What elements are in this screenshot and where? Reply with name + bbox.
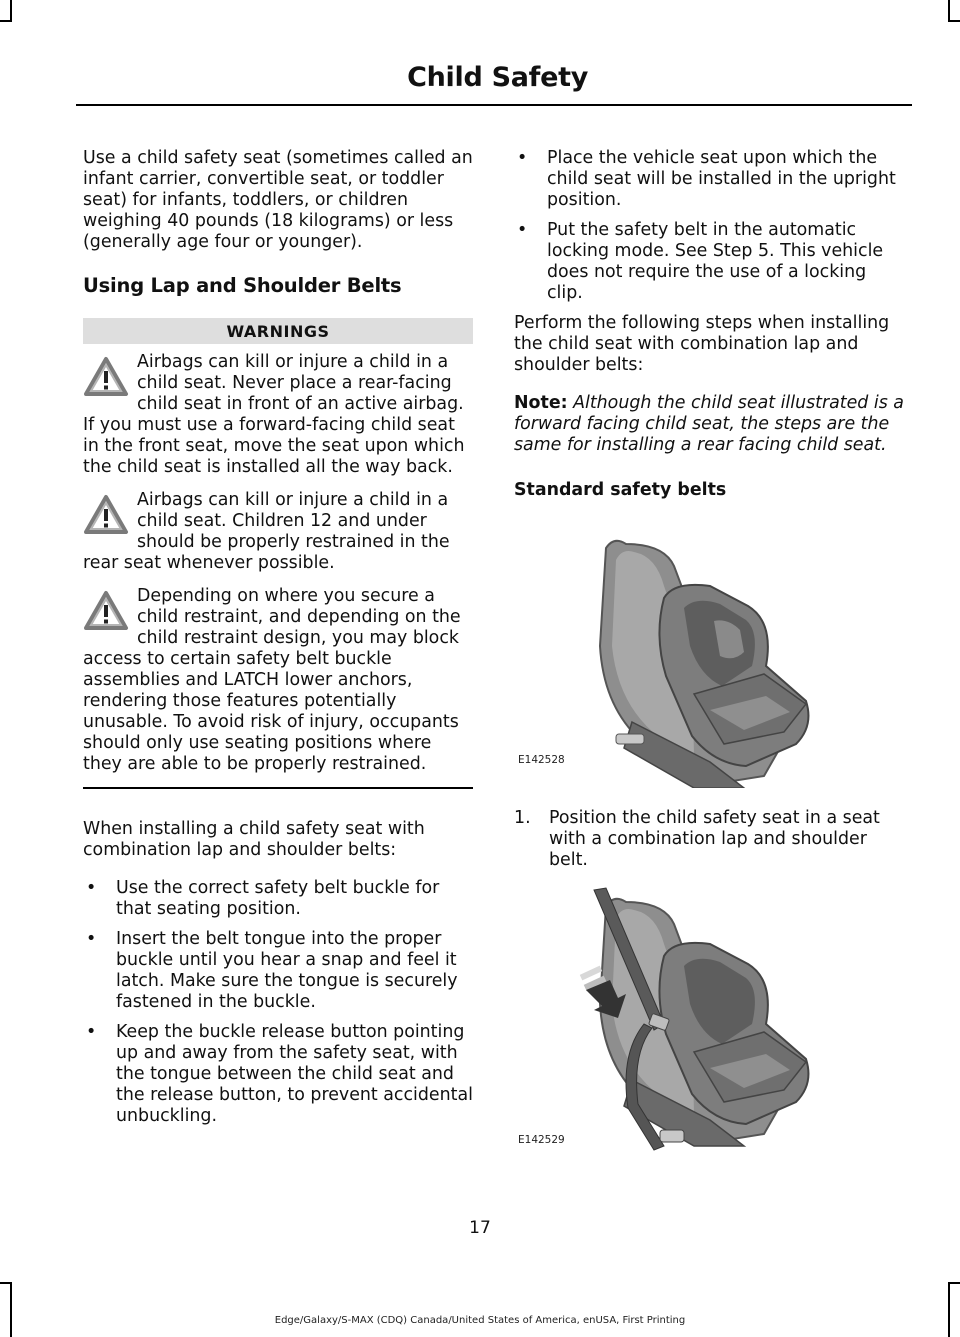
crop-mark — [948, 0, 950, 22]
list-item: • Use the correct safety belt buckle for that seating position. — [83, 878, 473, 920]
section-heading: Using Lap and Shoulder Belts — [83, 274, 402, 297]
warning-item — [83, 586, 473, 775]
left-column — [83, 148, 473, 1136]
list-item: • Keep the buckle release button pointing up and away from the safety seat, with the tongue between the child seat and the release button, to prevent accidental unbuckling. — [83, 1022, 473, 1127]
warning-text: Airbags can kill or injure a child in a child seat. Never place a rear-facing child seat in front of an active airbag. If you must use a forward-facing child seat in the front seat, move the seat upon which the child seat is installed all the way back. — [83, 352, 465, 477]
figure-child-seat-1 — [514, 526, 906, 788]
crop-mark — [948, 1282, 950, 1337]
page-title: Child Safety — [407, 62, 588, 93]
crop-mark — [10, 1282, 12, 1337]
preparation-bullet-list — [514, 148, 906, 304]
warning-item — [83, 490, 473, 574]
step-item — [514, 808, 904, 871]
footer-text: Edge/Galaxy/S-MAX (CDQ) Canada/United States of America, enUSA, First Printing — [274, 1315, 686, 1326]
crop-mark — [948, 20, 960, 22]
warning-triangle-icon — [83, 494, 129, 536]
warning-text: Airbags can kill or injure a child in a child seat. Children 12 and under should be properly restrained in the rear seat whenever possible. — [83, 490, 450, 573]
child-seat-illustration — [514, 526, 906, 788]
warnings-end-rule — [83, 787, 473, 789]
figure-code: E142528 — [518, 754, 565, 766]
crop-mark — [0, 1282, 12, 1284]
note-paragraph — [514, 393, 906, 456]
warning-triangle-icon — [83, 590, 129, 632]
step-text: Position the child safety seat in a seat with a combination lap and shoulder belt. — [549, 808, 880, 870]
figure-child-seat-2 — [514, 884, 906, 1154]
list-item: • Put the safety belt in the automatic locking mode. See Step 5. This vehicle does not require the use of a locking clip. — [514, 220, 906, 304]
step-number: 1. — [514, 808, 531, 828]
crop-mark — [10, 0, 12, 22]
crop-mark — [0, 20, 12, 22]
step-list — [514, 808, 904, 871]
right-column — [514, 148, 906, 501]
installing-intro: When installing a child safety seat with combination lap and shoulder belts: — [83, 819, 425, 860]
figure-code: E142529 — [518, 1134, 565, 1146]
warning-item — [83, 352, 473, 478]
installing-bullet-list — [83, 878, 473, 1127]
note-text: Although the child seat illustrated is a forward facing child seat, the steps are the same for installing a rear facing child seat. — [514, 393, 904, 455]
child-seat-belt-illustration — [514, 884, 906, 1154]
crop-mark — [948, 1282, 960, 1284]
steps-intro: Perform the following steps when installing the child seat with combination lap and shoulder belts: — [514, 313, 890, 375]
intro-paragraph: Use a child safety seat (sometimes called an infant carrier, convertible seat, or toddler seat) for infants, toddlers, or children weighing 40 pounds (18 kilograms) or less (generally age four or younger). — [83, 148, 473, 252]
page-number: 17 — [469, 1218, 491, 1238]
warning-triangle-icon — [83, 356, 129, 398]
subsection-heading: Standard safety belts — [514, 480, 727, 500]
note-label: Note: — [514, 393, 568, 413]
warning-text: Depending on where you secure a child restraint, and depending on the child restraint design, you may block access to certain safety belt buckle assemblies and LATCH lower anchors, rendering those features potentially unusable. To avoid risk of injury, occupants should only use seating positions where they are able to be properly restrained. — [83, 586, 461, 774]
warnings-header: WARNINGS — [83, 318, 473, 344]
header-rule — [76, 104, 912, 106]
list-item: • Insert the belt tongue into the proper buckle until you hear a snap and feel it latch. Make sure the tongue is securely fastened in the buckle. — [83, 929, 473, 1013]
list-item: • Place the vehicle seat upon which the child seat will be installed in the upright position. — [514, 148, 906, 211]
